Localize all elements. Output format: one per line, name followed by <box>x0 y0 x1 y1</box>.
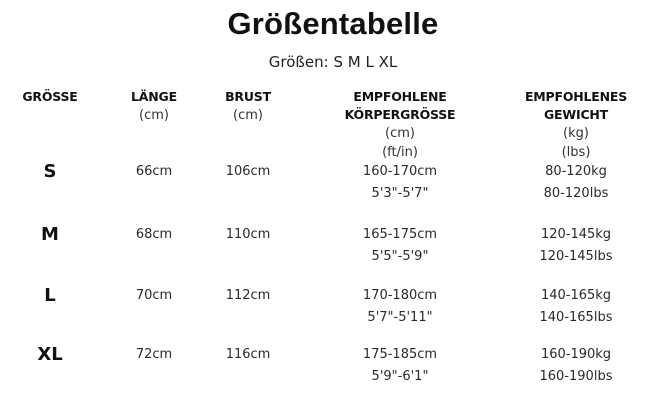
size-label: XL <box>37 344 63 365</box>
table-row-m-height <box>310 224 490 268</box>
page-title: Größentabelle <box>227 6 439 41</box>
sizes-subtitle: Größen: S M L XL <box>268 53 398 71</box>
header-length <box>112 88 196 125</box>
table-row-m-size <box>10 224 90 248</box>
table-row-l-height <box>310 285 490 329</box>
weight-kg: 120-145kg <box>540 227 612 242</box>
size-label: L <box>44 285 56 306</box>
height-ft: 5'5"-5'9" <box>371 249 429 264</box>
table-row-l-length: 70cm <box>135 288 173 303</box>
header-weight <box>496 88 656 162</box>
header-chest-label: BRUST <box>225 89 271 104</box>
header-size-label: GRÖSSE <box>22 89 78 104</box>
header-height <box>310 88 490 162</box>
header-height-unit-imperial: (ft/in) <box>382 145 418 160</box>
table-row-l-chest: 112cm <box>225 288 271 303</box>
table-row-s-chest: 106cm <box>225 164 271 179</box>
weight-lbs: 160-190lbs <box>539 369 613 384</box>
table-row-xl-height <box>310 344 490 388</box>
header-weight-unit-metric: (kg) <box>563 126 589 141</box>
header-length-unit: (cm) <box>139 108 169 123</box>
table-row-xl-length: 72cm <box>135 347 173 362</box>
weight-lbs: 80-120lbs <box>543 186 609 201</box>
header-height-unit-metric: (cm) <box>385 126 415 141</box>
table-row-m-chest: 110cm <box>225 227 271 242</box>
header-weight-label: EMPFOHLENES GEWICHT <box>524 89 628 122</box>
size-label: S <box>43 161 57 182</box>
table-row-xl-chest: 116cm <box>225 347 271 362</box>
weight-kg: 160-190kg <box>540 347 612 362</box>
height-ft: 5'9"-6'1" <box>371 369 429 384</box>
weight-lbs: 140-165lbs <box>539 310 613 325</box>
header-size <box>10 88 90 106</box>
weight-kg: 80-120kg <box>545 164 607 179</box>
height-ft: 5'7"-5'11" <box>367 310 433 325</box>
header-length-label: LÄNGE <box>131 89 177 104</box>
table-row-l-weight <box>496 285 656 329</box>
weight-kg: 140-165kg <box>540 288 612 303</box>
weight-lbs: 120-145lbs <box>539 249 613 264</box>
height-ft: 5'3"-5'7" <box>371 186 429 201</box>
table-row-xl-size <box>10 344 90 368</box>
table-row-m-weight <box>496 224 656 268</box>
height-cm: 170-180cm <box>362 288 438 303</box>
header-height-label: EMPFOHLENE KÖRPERGRÖSSE <box>344 89 456 122</box>
height-cm: 160-170cm <box>362 164 438 179</box>
table-row-xl-weight <box>496 344 656 388</box>
table-row-s-height <box>310 161 490 205</box>
header-chest <box>206 88 290 125</box>
height-cm: 175-185cm <box>362 347 438 362</box>
header-chest-unit: (cm) <box>233 108 263 123</box>
size-label: M <box>41 224 59 245</box>
table-row-m-length: 68cm <box>135 227 173 242</box>
header-weight-unit-imperial: (lbs) <box>561 145 591 160</box>
height-cm: 165-175cm <box>362 227 438 242</box>
table-row-s-length: 66cm <box>135 164 173 179</box>
table-row-l-size <box>10 285 90 309</box>
table-row-s-size <box>10 161 90 185</box>
table-row-s-weight <box>496 161 656 205</box>
